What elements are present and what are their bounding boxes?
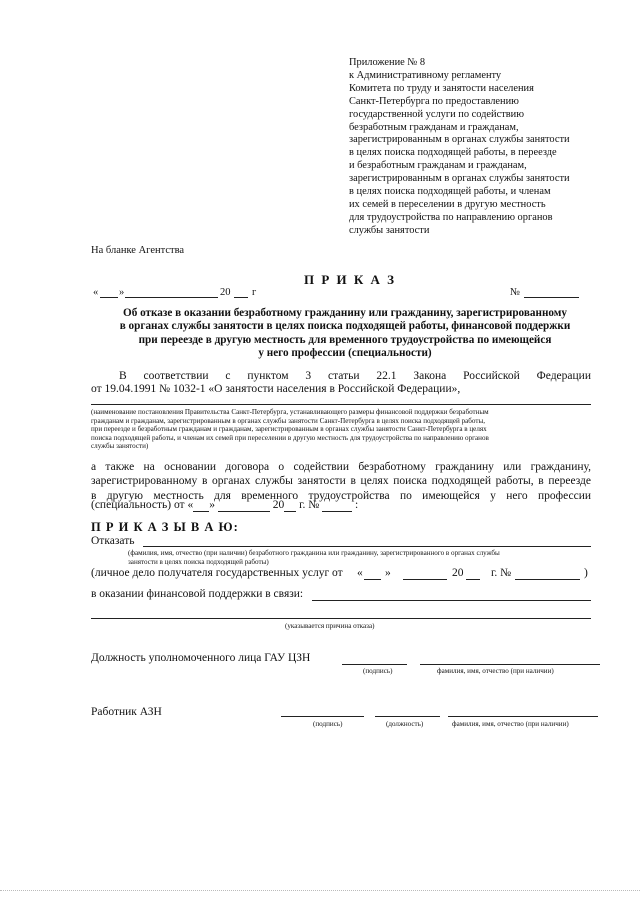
basis-note: [91, 408, 593, 451]
subject-line: у него профессии (специальности): [258, 347, 432, 360]
case-close-paren: ): [584, 567, 588, 579]
appendix-line: и безработным гражданам и гражданам,: [349, 160, 527, 172]
case-line-prefix: (личное дело получателя государственных услуг от: [91, 567, 343, 579]
agreement-year-field[interactable]: [284, 499, 296, 512]
basis-blank-field[interactable]: [91, 404, 591, 405]
refuse-note-line: (фамилия, имя, отчество (при наличии) безработного гражданина или гражданину, зарегистрированного в органах службы: [128, 549, 500, 557]
worker-sign-note: (подпись): [313, 720, 343, 728]
agreement-number-label: г. №: [299, 499, 320, 511]
date-open-quote: «: [93, 287, 99, 298]
appendix-line: безработным гражданам и гражданам,: [349, 121, 519, 133]
agreement-line: в другую местность для временного трудоустройства по имеющейся у него профессии: [91, 489, 591, 502]
basis-word: пунктом: [247, 370, 289, 382]
appendix-line: в целях поиска подходящей работы, в переезде: [349, 147, 557, 159]
subject-line: Об отказе в оказании безработному гражданину или гражданину, зарегистрированному: [123, 307, 567, 319]
date-day-field[interactable]: [100, 297, 118, 298]
basis-line-1: [119, 369, 591, 383]
order-number-field[interactable]: [524, 297, 579, 298]
appendix-line: к Административному регламенту: [349, 69, 502, 81]
appendix-line: зарегистрированным в органах службы занятости: [349, 134, 570, 146]
agreement-number-field[interactable]: [322, 499, 352, 512]
basis-word: В: [119, 370, 127, 382]
basis-word: Закона: [413, 370, 447, 382]
appendix-line: в целях поиска подходящей работы, и членам: [349, 186, 551, 198]
case-open-quote: «: [357, 567, 363, 579]
basis-note-line: при переезде и безработным гражданам и гражданам, зарегистрированным в органах службы занятости Санкт-Петербурга в целях: [91, 425, 487, 434]
case-month-field[interactable]: [403, 579, 447, 580]
order-title: П Р И К А З: [303, 272, 397, 287]
support-reason-field-2[interactable]: [91, 618, 591, 619]
basis-word: с: [225, 370, 231, 382]
page-bottom-edge: [0, 890, 640, 891]
appendix-line: их семей в переселении в другую местность: [349, 198, 546, 210]
worker-signature-field[interactable]: [281, 716, 364, 717]
reason-note: (указывается причина отказа): [285, 622, 375, 630]
official-name-field[interactable]: [420, 664, 600, 665]
official-sign-note: (подпись): [363, 667, 393, 675]
basis-note-line: гражданам и гражданам, зарегистрированным в органах службы занятости Санкт-Петербурга в целях поиска подходящей работы,: [91, 416, 486, 425]
worker-name-note: фамилия, имя, отчество (при наличии): [452, 720, 569, 728]
support-label: в оказании финансовой поддержки в связи:: [91, 588, 304, 600]
case-close-quote: »: [385, 567, 391, 579]
basis-word: статьи: [328, 370, 360, 382]
refuse-label: Отказать: [91, 535, 135, 547]
basis-line-2: от 19.04.1991 № 1032-1 «О занятости населения в Российской Федерации»,: [91, 383, 461, 395]
basis-note-line: поиска подходящей работы, и членам их семей при переселении в другую местность для трудоустройства по направлению органов: [91, 433, 489, 442]
date-year-prefix: 20: [220, 287, 231, 298]
basis-note-line: (наименование постановления Правительства Санкт-Петербурга, устанавливающего размеры финансовой поддержки безработным: [91, 408, 489, 416]
agreement-line: зарегистрированному в органах службы занятости в целях поиска подходящей работы, в переезде: [91, 475, 591, 488]
appendix-line: для трудоустройства по направлению органов: [349, 211, 553, 223]
appendix-line: Санкт-Петербурга по предоставлению: [349, 95, 519, 107]
worker-position-field[interactable]: [375, 716, 440, 717]
agreement-colon: :: [355, 499, 359, 511]
agreement-year-prefix: 20: [272, 499, 285, 511]
order-subject: [90, 307, 600, 361]
basis-word: соответствии: [143, 370, 209, 382]
case-number-label: г. №: [491, 567, 512, 579]
agreement-date-prefix: (специальность) от «: [91, 499, 194, 511]
worker-label: Работник АЗН: [91, 706, 162, 718]
case-year-prefix: 20: [452, 567, 464, 579]
official-signature-field[interactable]: [342, 664, 407, 665]
refuse-note-line: занятости в целях поиска подходящей работы): [128, 557, 269, 566]
date-year-suffix: г: [252, 287, 257, 298]
worker-position-note: (должность): [386, 720, 424, 728]
date-month-field[interactable]: [125, 297, 218, 298]
order-directive: П Р И К А З Ы В А Ю:: [91, 520, 239, 534]
letterhead-note: На бланке Агентства: [91, 245, 185, 256]
official-position-label: Должность уполномоченного лица ГАУ ЦЗН: [91, 652, 311, 664]
order-number-label: №: [510, 287, 521, 298]
appendix-line: зарегистрированным в органах службы занятости: [349, 173, 570, 185]
date-close-quote: »: [119, 287, 125, 298]
subject-line: в органах службы занятости в целях поиска подходящей работы, финансовой поддержки: [119, 320, 571, 333]
basis-word: Федерации: [536, 370, 591, 382]
official-name-note: фамилия, имя, отчество (при наличии): [437, 667, 554, 675]
agreement-month-field[interactable]: [218, 499, 270, 512]
refuse-note: [128, 549, 500, 566]
date-year-field[interactable]: [234, 297, 248, 298]
subject-line: при переезде в другую местность для временного трудоустройства по имеющейся: [138, 333, 552, 346]
appendix-line: службы занятости: [349, 224, 430, 236]
support-reason-field[interactable]: [312, 600, 591, 601]
appendix-line: государственной услуги по содействию: [349, 108, 524, 120]
agreement-line: а также на основании договора о содействии безработному гражданину или гражданину,: [91, 461, 591, 473]
basis-note-line: службы занятости): [91, 442, 149, 451]
basis-word: 3: [305, 370, 312, 382]
basis-word: Российской: [463, 370, 520, 382]
agreement-date-close: »: [209, 499, 215, 511]
basis-word: 22.1: [376, 370, 397, 382]
worker-name-field[interactable]: [448, 716, 598, 717]
agreement-paragraph: [91, 460, 591, 503]
refuse-name-field[interactable]: [143, 546, 591, 547]
appendix-block: [349, 57, 570, 238]
agreement-last-line: [91, 499, 358, 512]
appendix-line: Приложение № 8: [349, 57, 426, 68]
agreement-day-field[interactable]: [193, 499, 209, 512]
case-day-field[interactable]: [364, 579, 381, 580]
case-year-field[interactable]: [466, 579, 480, 580]
appendix-line: Комитета по труду и занятости населения: [349, 82, 534, 94]
case-number-field[interactable]: [515, 579, 580, 580]
